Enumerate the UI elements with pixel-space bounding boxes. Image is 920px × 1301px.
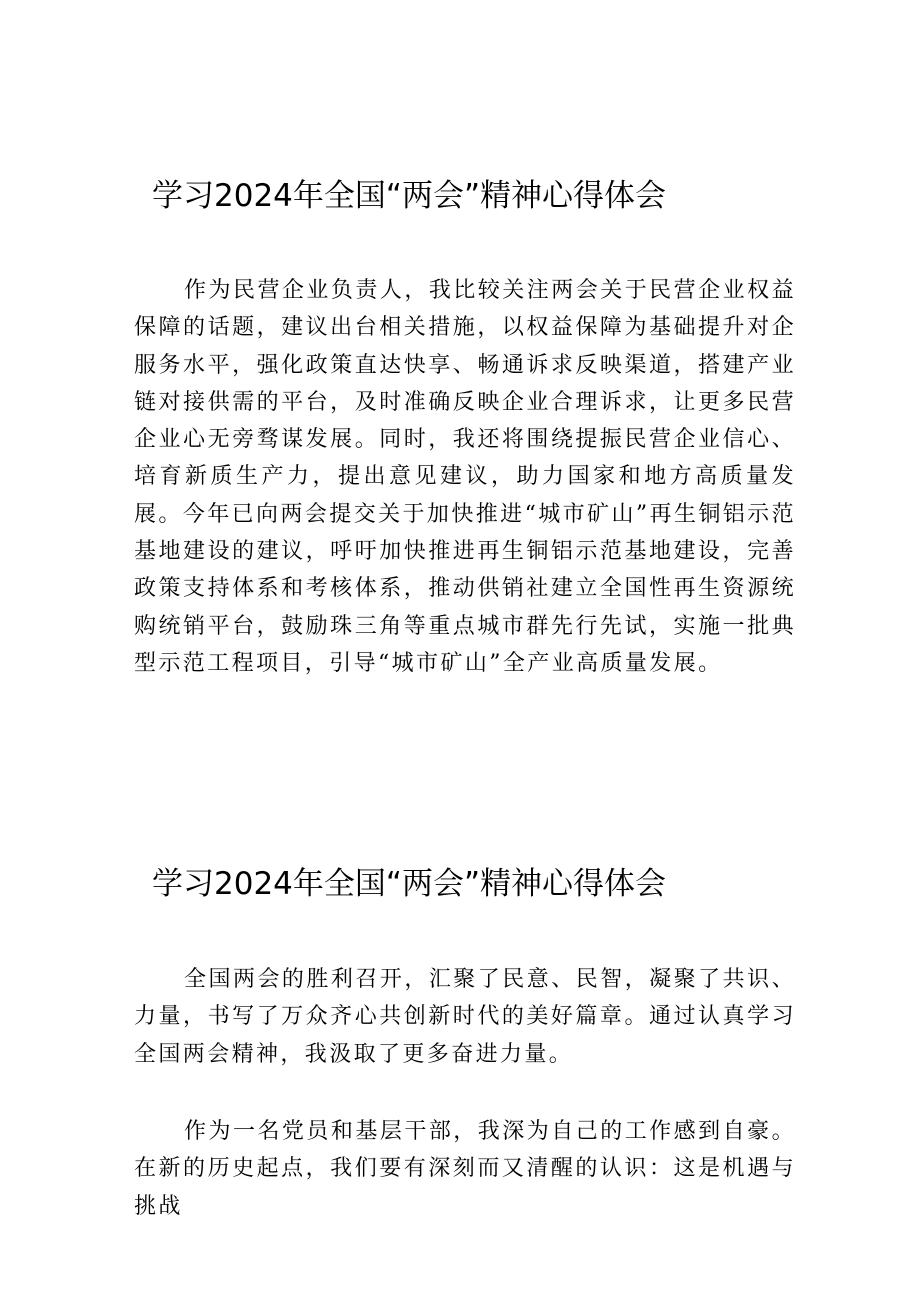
article-2-paragraph-2: 作为一名党员和基层干部，我深为自己的工作感到自豪。在新的历史起点，我们要有深刻而又清醒的认识：这是机遇与挑战 [134,1119,796,1219]
article-2-paragraph-1: 全国两会的胜利召开，汇聚了民意、民智，凝聚了共识、力量，书写了万众齐心共创新时代的美好篇章。通过认真学习全国两会精神，我汲取了更多奋进力量。 [134,967,796,1067]
article-1-paragraph-1: 作为民营企业负责人，我比较关注两会关于民营企业权益保障的话题，建议出台相关措施，以权益保障为基础提升对企服务水平，强化政策直达快享、畅通诉求反映渠道，搭建产业链对接供需的平台，及时准确反映企业合理诉求，让更多民营企业心无旁骛谋发展。同时，我还将围绕提振民营企业信心、培育新质生产力，提出意见建议，助力国家和地方高质量发展。今年已向两会提交关于加快推进“城市矿山”再生铜铝示范基地建设的建议，呼吁加快推进再生铜铝示范基地建设，完善政策支持体系和考核体系，推动供销社建立全国性再生资源统购统销平台，鼓励珠三角等重点城市群先行先试，实施一批典型示范工程项目，引导“城市矿山”全产业高质量发展。 [134,278,796,676]
article-1-title: 学习2024年全国“两会”精神心得体会 [152,178,667,214]
article-2-title: 学习2024年全国“两会”精神心得体会 [152,866,667,902]
